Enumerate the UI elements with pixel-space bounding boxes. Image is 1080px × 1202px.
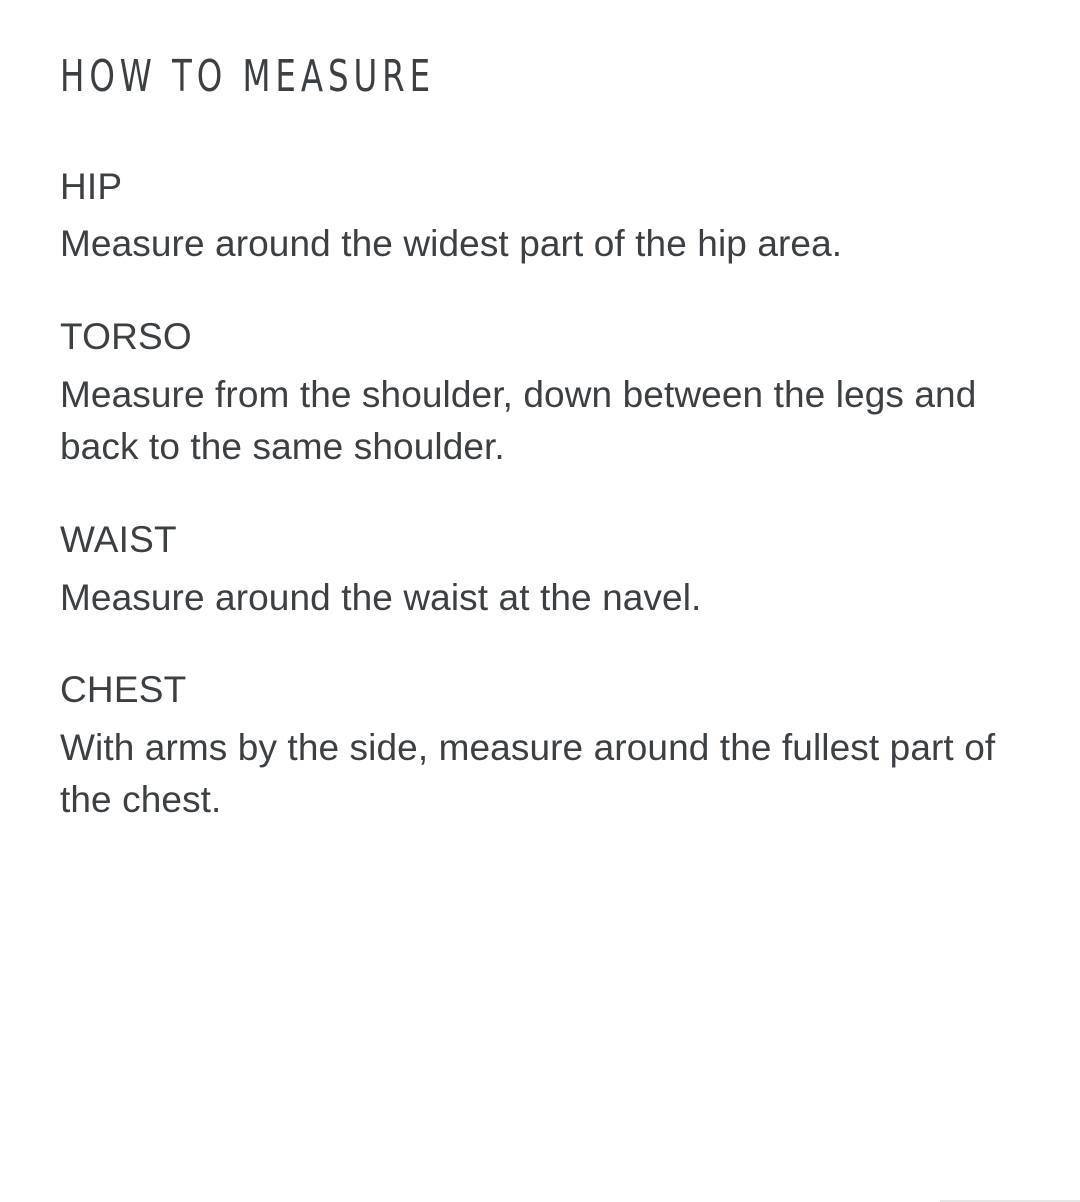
measurement-label: TORSO [60,315,192,357]
measurement-description: With arms by the side, measure around the fullest part of the chest. [60,726,996,821]
measurement-entry-chest [60,664,1020,827]
measurement-entry-hip [60,161,1020,271]
measurement-label: CHEST [60,669,187,711]
measurement-description: Measure from the shoulder, down between the legs and back to the same shoulder. [60,373,977,468]
measurement-entry-torso [60,311,1020,474]
measurement-description: Measure around the waist at the navel. [60,576,702,618]
measurement-label: HIP [60,165,123,207]
measurement-entry-waist [60,514,1020,624]
page-title: HOW TO MEASURE [60,51,436,102]
measurement-description: Measure around the widest part of the hip area. [60,223,843,265]
measurement-label: WAIST [60,518,177,560]
